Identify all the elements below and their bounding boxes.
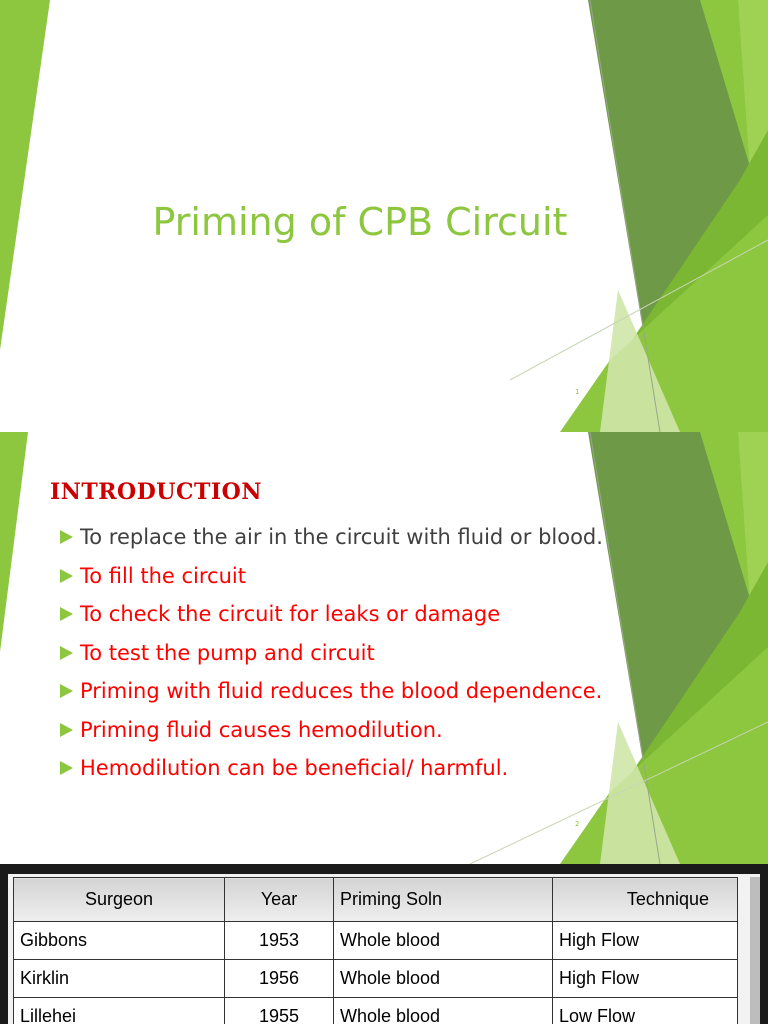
cell-technique: High Flow <box>553 922 738 960</box>
cell-priming-soln: Whole blood <box>334 922 553 960</box>
bullet-arrow-icon <box>60 569 73 583</box>
cell-year: 1953 <box>225 922 334 960</box>
column-header-surgeon: Surgeon <box>14 878 225 922</box>
introduction-slide <box>0 432 768 864</box>
bullet-text: To fill the circuit <box>80 563 246 588</box>
bullet-text: Hemodilution can be beneficial/ harmful. <box>80 756 509 780</box>
cell-technique: High Flow <box>553 960 738 998</box>
cell-surgeon: Lillehei <box>14 998 225 1024</box>
cell-priming-soln: Whole blood <box>334 960 553 998</box>
bullet-text: Priming with fluid reduces the blood dependence. <box>80 679 603 703</box>
bullet-item <box>60 524 603 563</box>
cell-year: 1956 <box>225 960 334 998</box>
section-heading: INTRODUCTION <box>50 479 262 505</box>
bullet-arrow-icon <box>60 684 73 698</box>
bullet-item <box>60 717 603 756</box>
bullet-item <box>60 601 603 640</box>
slide-number: 2 <box>575 820 580 828</box>
bullet-text: To check the circuit for leaks or damage <box>80 602 501 626</box>
table-slide <box>0 864 768 1024</box>
cell-surgeon: Gibbons <box>14 922 225 960</box>
bullet-item <box>60 755 603 794</box>
column-header-technique: Technique <box>553 878 738 922</box>
bullet-arrow-icon <box>60 723 73 737</box>
column-header-year: Year <box>225 878 334 922</box>
title-slide <box>0 0 768 432</box>
cell-surgeon: Kirklin <box>14 960 225 998</box>
table-side-bar <box>750 877 760 1024</box>
bullet-item <box>60 640 603 679</box>
bullet-item <box>60 563 603 602</box>
column-header-priming-soln: Priming Soln <box>334 878 553 922</box>
bullet-arrow-icon <box>60 761 73 775</box>
cell-year: 1955 <box>225 998 334 1024</box>
table-header-row <box>14 878 738 922</box>
bullet-arrow-icon <box>60 607 73 621</box>
bullet-text: Priming fluid causes hemodilution. <box>80 717 443 742</box>
table-row <box>14 922 738 960</box>
table-row <box>14 998 738 1024</box>
table-row <box>14 960 738 998</box>
table-frame <box>8 874 760 1024</box>
priming-history-table <box>13 877 738 1024</box>
cell-priming-soln: Whole blood <box>334 998 553 1024</box>
bullet-text: To test the pump and circuit <box>80 640 375 665</box>
bullet-list <box>60 524 603 794</box>
bullet-item <box>60 678 603 717</box>
slide-title: Priming of CPB Circuit <box>152 200 568 244</box>
bullet-arrow-icon <box>60 646 73 660</box>
slide-number: 1 <box>575 388 580 396</box>
bullet-arrow-icon <box>60 530 73 544</box>
cell-technique: Low Flow <box>553 998 738 1024</box>
bullet-text: To replace the air in the circuit with fluid or blood. <box>80 525 603 549</box>
